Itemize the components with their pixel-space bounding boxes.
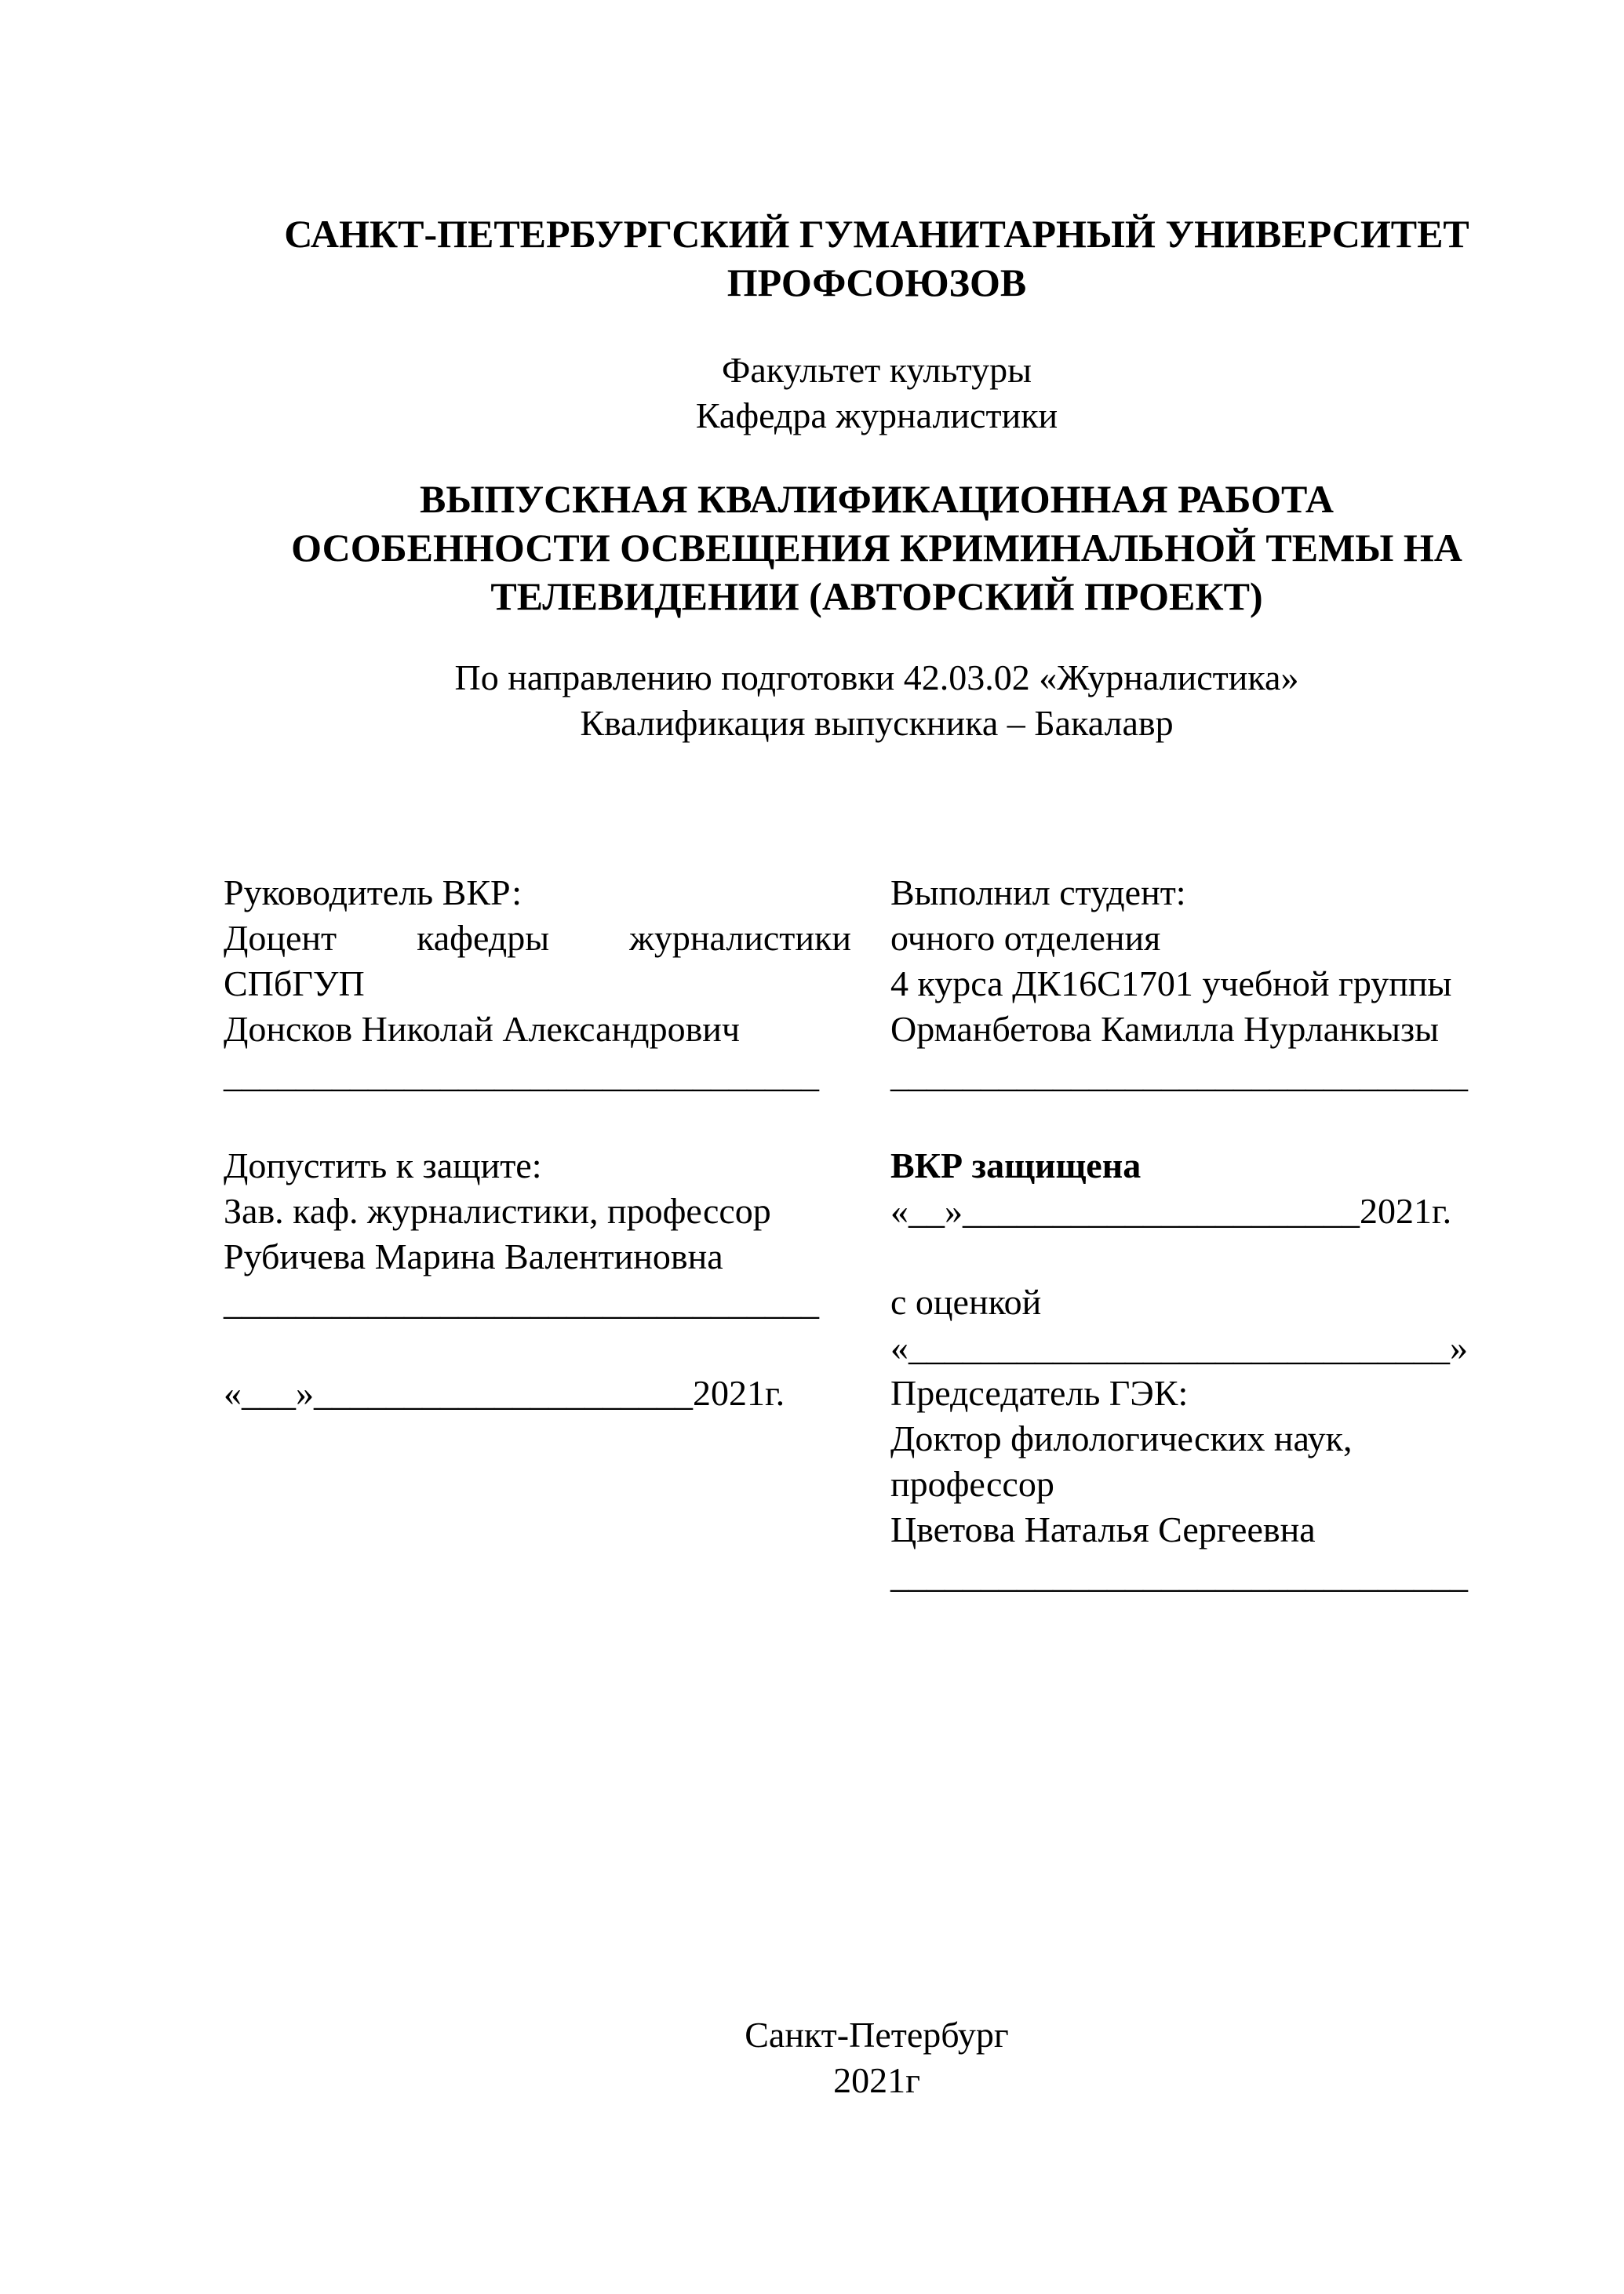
department-line: Кафедра журналистики: [695, 395, 1058, 435]
university-name-line2: ПРОФСОЮЗОВ: [726, 260, 1027, 304]
defense-grade-label: с оценкой: [890, 1282, 1042, 1322]
defense-chairman-label: Председатель ГЭК:: [890, 1373, 1189, 1413]
admission-label: Допустить к защите:: [224, 1145, 542, 1185]
student-name: Орманбетова Камилла Нурланкызы: [890, 1009, 1440, 1049]
student-group-line: 4 курса ДК16С1701 учебной группы: [890, 963, 1452, 1003]
blank-line: [890, 1234, 1483, 1280]
program-info-block: [271, 655, 1483, 746]
signatories-columns: [224, 870, 1483, 1598]
work-title-line1: ОСОБЕННОСТИ ОСВЕЩЕНИЯ КРИМИНАЛЬНОЙ ТЕМЫ НА: [291, 526, 1462, 570]
defense-chairman-degree: Доктор филологических наук,: [890, 1418, 1353, 1458]
right-column: [890, 870, 1483, 1598]
right-row-spacer: [890, 1098, 1483, 1143]
program-qualification-line: Квалификация выпускника – Бакалавр: [580, 703, 1174, 743]
work-title-block: [271, 475, 1483, 621]
university-name-block: [271, 209, 1483, 307]
student-department-line: очного отделения: [890, 918, 1161, 958]
student-label: Выполнил студент:: [890, 872, 1186, 912]
admission-approver-position: Зав. каф. журналистики, профессор: [224, 1191, 771, 1231]
defense-grade-line: «______________________________»: [890, 1327, 1468, 1367]
left-column: [224, 870, 851, 1598]
admission-signature-line: _________________________________: [224, 1282, 819, 1322]
supervisor-signature-line: _________________________________: [224, 1054, 819, 1094]
university-name-line1: САНКТ-ПЕТЕРБУРГСКИЙ ГУМАНИТАРНЫЙ УНИВЕРСИТЕТ: [284, 212, 1469, 256]
supervisor-label: Руководитель ВКР:: [224, 872, 523, 912]
left-row-spacer: [224, 1098, 851, 1143]
supervisor-position-line1: Доцент кафедры журналистики: [224, 918, 851, 958]
blank-line: [224, 1325, 851, 1371]
faculty-line: Факультет культуры: [722, 350, 1032, 390]
defense-chairman-name: Цветова Наталья Сергеевна: [890, 1509, 1316, 1549]
admission-date-line: «___»_____________________2021г.: [224, 1373, 785, 1413]
footer-year: 2021г: [833, 2060, 920, 2100]
footer-city: Санкт-Петербург: [745, 2015, 1009, 2055]
work-title-line2: ТЕЛЕВИДЕНИИ (АВТОРСКИЙ ПРОЕКТ): [490, 574, 1263, 618]
defense-date-line: «__»______________________2021г.: [890, 1191, 1452, 1231]
footer-block: [271, 2012, 1483, 2103]
admission-approver-name: Рубичева Марина Валентиновна: [224, 1236, 723, 1276]
supervisor-position-line2: СПбГУП: [224, 963, 365, 1003]
faculty-department-block: [271, 348, 1483, 439]
program-direction-line: По направлению подготовки 42.03.02 «Журналистика»: [454, 657, 1299, 697]
defense-signature-line: ________________________________: [890, 1555, 1468, 1595]
work-type-line: ВЫПУСКНАЯ КВАЛИФИКАЦИОННАЯ РАБОТА: [420, 477, 1334, 521]
defense-chairman-rank: профессор: [890, 1464, 1054, 1504]
student-signature-line: ________________________________: [890, 1054, 1468, 1094]
supervisor-name: Донсков Николай Александрович: [224, 1009, 741, 1049]
defense-label: ВКР защищена: [890, 1145, 1142, 1185]
